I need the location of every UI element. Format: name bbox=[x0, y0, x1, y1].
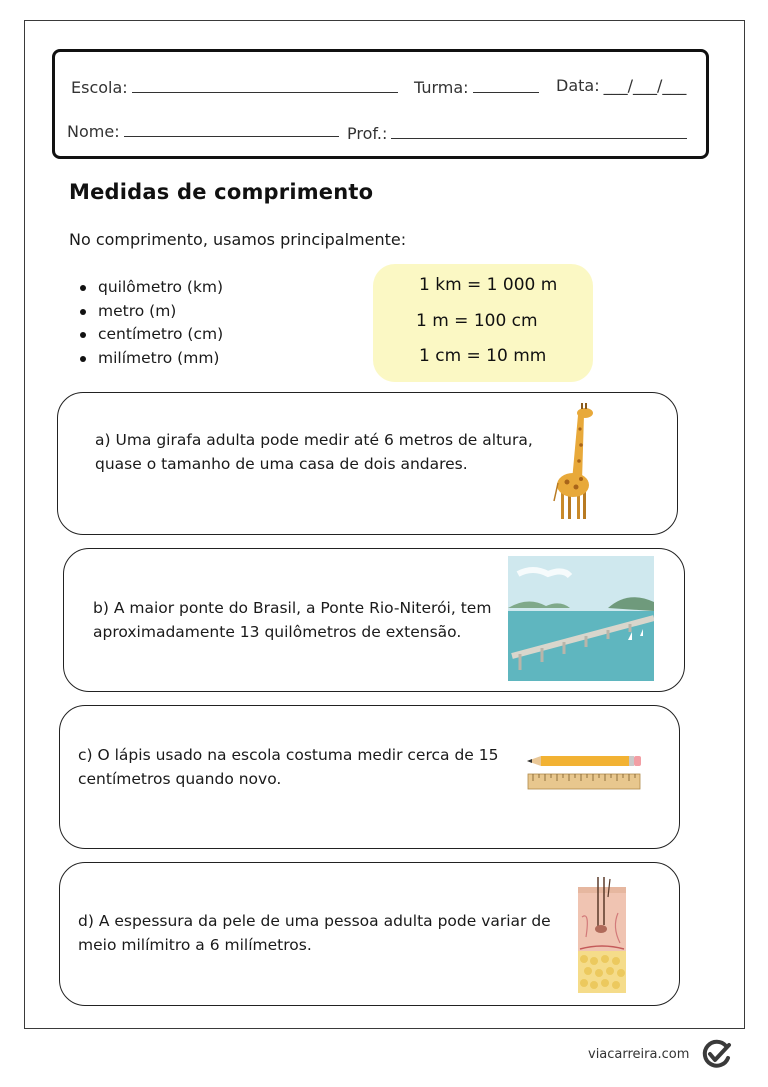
question-c-text: c) O lápis usado na escola costuma medir cerca de 15 centímetros quando novo. bbox=[78, 746, 499, 788]
question-card-a bbox=[57, 392, 678, 535]
conversion-cm: 1 cm = 10 mm bbox=[419, 346, 547, 366]
skin-layers-icon bbox=[578, 877, 626, 993]
footer-brand[interactable]: viacarreira.com bbox=[588, 1047, 690, 1062]
header-form bbox=[52, 49, 709, 159]
teacher-blank-line[interactable] bbox=[391, 125, 687, 139]
question-b-text: b) A maior ponte do Brasil, a Ponte Rio-Niterói, tem aproximadamente 13 quilômetros de extensão. bbox=[93, 599, 492, 641]
pencil-ruler-icon bbox=[527, 753, 642, 793]
name-blank-line[interactable] bbox=[124, 123, 339, 137]
giraffe-icon bbox=[550, 401, 600, 523]
date-label: Data: bbox=[556, 76, 600, 95]
school-blank-line[interactable] bbox=[132, 79, 398, 93]
date-field[interactable] bbox=[556, 76, 686, 95]
question-card-b bbox=[63, 548, 685, 692]
conversion-km: 1 km = 1 000 m bbox=[419, 275, 558, 295]
class-blank-line[interactable] bbox=[473, 79, 539, 93]
school-field[interactable] bbox=[71, 78, 398, 97]
teacher-field[interactable] bbox=[347, 124, 687, 143]
class-label: Turma: bbox=[414, 78, 469, 97]
name-label: Nome: bbox=[67, 122, 120, 141]
list-item: quilômetro (km) bbox=[80, 276, 223, 300]
question-card-c bbox=[59, 705, 680, 849]
question-a-text: a) Uma girafa adulta pode medir até 6 metros de altura, quase o tamanho de uma casa de dois andares. bbox=[95, 431, 533, 473]
question-card-d bbox=[59, 862, 680, 1006]
bullet-icon bbox=[80, 285, 86, 291]
conversion-box bbox=[373, 264, 593, 382]
bullet-icon bbox=[80, 309, 86, 315]
date-mask[interactable]: ___/___/___ bbox=[603, 76, 687, 95]
class-field[interactable] bbox=[414, 78, 539, 97]
viacarreira-logo-icon bbox=[699, 1038, 733, 1072]
conversion-m: 1 m = 100 cm bbox=[416, 311, 538, 331]
teacher-label: Prof.: bbox=[347, 124, 388, 143]
question-d-text: d) A espessura da pele de uma pessoa adulta pode variar de meio milímitro a 6 milímetros. bbox=[78, 912, 551, 954]
bullet-icon bbox=[80, 356, 86, 362]
name-field[interactable] bbox=[67, 122, 339, 141]
page-title: Medidas de comprimento bbox=[69, 180, 374, 204]
school-label: Escola: bbox=[71, 78, 128, 97]
list-item: metro (m) bbox=[80, 300, 223, 324]
intro-text: No comprimento, usamos principalmente: bbox=[69, 230, 407, 249]
list-item: centímetro (cm) bbox=[80, 323, 223, 347]
bullet-icon bbox=[80, 332, 86, 338]
list-item: milímetro (mm) bbox=[80, 347, 223, 371]
units-list bbox=[80, 276, 223, 370]
bridge-image bbox=[508, 556, 654, 681]
